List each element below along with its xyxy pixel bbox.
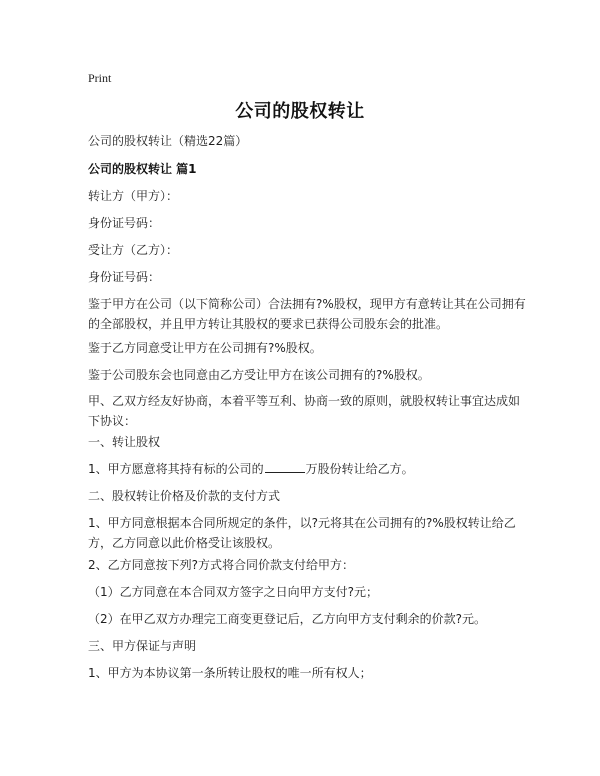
- section-2-sub-2: （2）在甲乙双方办理完工商变更登记后，乙方向甲方支付剩余的价款?元。: [88, 612, 487, 626]
- transferee-line: 受让方（乙方）：: [88, 243, 179, 257]
- section-1-item-1: [88, 459, 528, 479]
- fill-in-blank: [265, 460, 305, 473]
- transferor-id-line: 身份证号码：: [88, 216, 161, 230]
- section-2-item-2: 2、乙方同意按下列?方式将合同价款支付给甲方：: [88, 558, 355, 572]
- paragraph-recital-1: 鉴于甲方在公司（以下简称公司）合法拥有?%股权，现甲方有意转让其在公司拥有的全部股权，并且甲方转让其股权的要求已获得公司股东会的批准。: [88, 297, 526, 331]
- section-heading: 公司的股权转让 篇1: [88, 162, 197, 176]
- document-subtitle: 公司的股权转让（精选22篇）: [88, 134, 248, 148]
- transferee-id-line: 身份证号码：: [88, 270, 161, 284]
- section-1-title: 一、转让股权: [88, 435, 161, 449]
- paragraph-recital-2: 鉴于乙方同意受让甲方在公司拥有?%股权。: [88, 341, 322, 355]
- section-2-sub-1: （1）乙方同意在本合同双方签字之日向甲方支付?元；: [88, 585, 379, 599]
- paragraph-recital-4: 甲、乙双方经友好协商，本着平等互利、协商一致的原则，就股权转让事宜达成如下协议：: [88, 394, 521, 428]
- section-1-item-1-before: 1、甲方愿意将其持有标的公司的: [88, 462, 264, 476]
- page-title: 公司的股权转让: [235, 101, 365, 122]
- print-label: Print: [88, 71, 112, 85]
- transferor-line: 转让方（甲方）：: [88, 189, 179, 203]
- section-3-item-1: 1、甲方为本协议第一条所转让股权的唯一所有权人；: [88, 666, 372, 680]
- section-1-item-1-after: 万股份转让给乙方。: [305, 462, 414, 476]
- paragraph-recital-3: 鉴于公司股东会也同意由乙方受让甲方在该公司拥有的?%股权。: [88, 368, 430, 382]
- section-3-title: 三、甲方保证与声明: [88, 639, 197, 653]
- section-2-item-1: 1、甲方同意根据本合同所规定的条件，以?元将其在公司拥有的?%股权转让给乙方，乙方同意以此价格受让该股权。: [88, 516, 516, 550]
- section-2-title: 二、股权转让价格及价款的支付方式: [88, 489, 281, 503]
